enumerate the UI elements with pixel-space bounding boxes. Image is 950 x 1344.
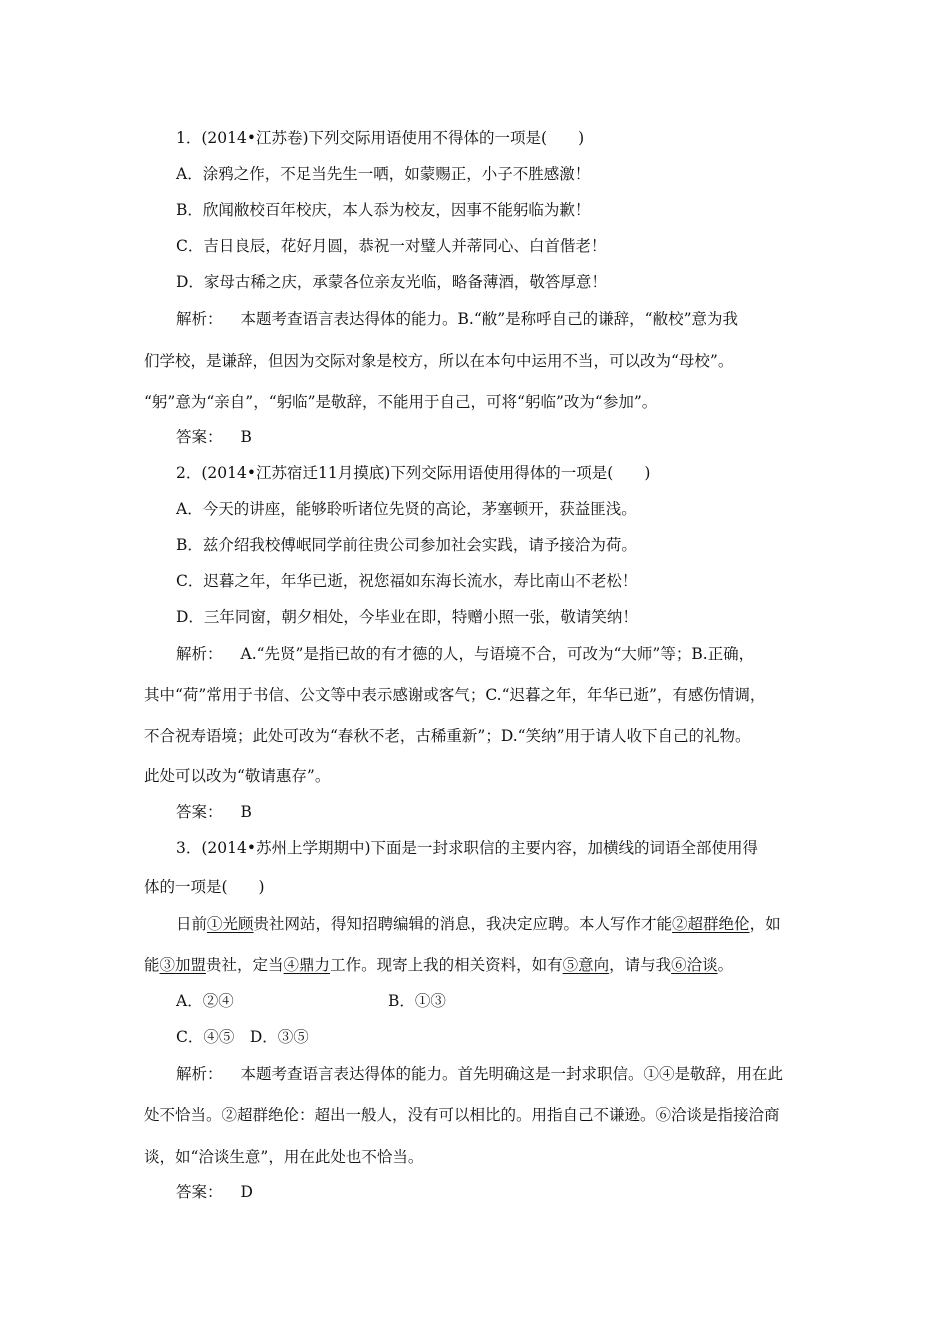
question-2-analysis-line-3: 不合祝寿语境；此处可改为“春秋不老，古稀重新”；D.“笑纳”用于请人收下自己的礼物。	[144, 727, 751, 745]
question-3-passage	[176, 913, 781, 935]
question-3-option-a: A．②④	[176, 992, 234, 1010]
passage-text: 贵社，定当	[206, 956, 284, 974]
question-1-option-a: A．涂鸦之作，不足当先生一哂，如蒙赐正，小子不胜感激！	[176, 165, 591, 183]
underlined-term-2: ②超群绝伦	[672, 915, 750, 933]
analysis-text: 本题考查语言表达得体的能力。B.“敝”是称呼自己的谦辞，“敝校”意为我	[240, 310, 739, 328]
answer-value: D	[240, 1183, 253, 1201]
underlined-term-1: ①光顾	[207, 915, 254, 933]
question-1-stem: 1．(2014•江苏卷)下列交际用语使用不得体的一项是( )	[176, 129, 585, 147]
passage-text: 。	[717, 956, 734, 974]
question-1-analysis	[176, 308, 738, 330]
passage-text: 日前	[176, 915, 208, 933]
passage-text: 贵社网站，得知招聘编辑的消息，我决定应聘。本人写作才能	[253, 915, 673, 933]
analysis-label: 解析：	[176, 1065, 223, 1083]
passage-text: ，请与我	[609, 956, 672, 974]
question-1-analysis-line-2: 们学校，是谦辞，但因为交际对象是校方，所以在本句中运用不当，可以改为“母校”。	[144, 352, 734, 370]
answer-label: 答案：	[176, 1183, 223, 1201]
analysis-text: 本题考查语言表达得体的能力。首先明确这是一封求职信。①④是敬辞，用在此	[240, 1065, 784, 1083]
answer-value: B	[240, 803, 252, 821]
question-2-answer	[176, 801, 252, 823]
analysis-label: 解析：	[176, 310, 223, 328]
underlined-term-3: ③加盟	[159, 956, 207, 974]
analysis-text: A.“先贤”是指已故的有才德的人，与语境不合，可改为“大师”等；B.正确，	[240, 645, 755, 663]
question-3-option-b: B．①③	[388, 992, 446, 1010]
question-3-stem: 3．(2014•苏州上学期期中)下面是一封求职信的主要内容，加横线的词语全部使用得	[176, 839, 759, 857]
answer-value: B	[240, 428, 252, 446]
question-2-analysis	[176, 643, 754, 665]
analysis-label: 解析：	[176, 645, 223, 663]
question-3-answer	[176, 1181, 253, 1203]
answer-label: 答案：	[176, 803, 223, 821]
question-2-option-d: D．三年同窗，朝夕相处，今毕业在即，特赠小照一张，敬请笑纳！	[176, 608, 638, 626]
question-3-passage-line-2	[144, 954, 733, 976]
question-1-option-d: D．家母古稀之庆，承蒙各位亲友光临，略备薄酒，敬答厚意！	[176, 273, 607, 291]
question-2-stem: 2．(2014•江苏宿迁11月摸底)下列交际用语使用得体的一项是( )	[176, 464, 651, 482]
question-3-analysis-line-3: 谈，如“洽谈生意”，用在此处也不恰当。	[144, 1148, 424, 1166]
answer-label: 答案：	[176, 428, 223, 446]
question-1-answer	[176, 426, 252, 448]
question-3-analysis	[176, 1063, 783, 1085]
passage-text: 能	[144, 956, 160, 974]
question-1-option-c: C．吉日良辰，花好月圆，恭祝一对璧人并蒂同心、白首偕老！	[176, 237, 607, 255]
question-1-option-b: B．欣闻敝校百年校庆，本人忝为校友，因事不能躬临为歉！	[176, 201, 591, 219]
question-2-analysis-line-4: 此处可以改为“敬请惠存”。	[144, 767, 331, 785]
question-1-analysis-line-3: “躬”意为“亲自”，“躬临”是敬辞，不能用于自己，可将“躬临”改为“参加”。	[144, 393, 658, 411]
question-3-options-row-1	[0, 990, 950, 1012]
question-3-options-row-2: C．④⑤ D．③⑤	[176, 1028, 309, 1046]
question-2-option-c: C．迟暮之年，年华已逝，祝您福如东海长流水，寿比南山不老松！	[176, 572, 638, 590]
underlined-term-4: ④鼎力	[283, 956, 331, 974]
question-2-option-a: A．今天的讲座，能够聆听诸位先贤的高论，茅塞顿开，获益匪浅。	[176, 500, 637, 518]
question-2-option-b: B．兹介绍我校傅岷同学前往贵公司参加社会实践，请予接洽为荷。	[176, 536, 637, 554]
underlined-term-6: ⑥洽谈	[671, 956, 718, 974]
passage-text: ，如	[749, 915, 781, 933]
question-2-analysis-line-2: 其中“荷”常用于书信、公文等中表示感谢或客气；C.“迟暮之年，年华已逝”，有感伤情调，	[144, 686, 766, 704]
question-3-stem-line-2: 体的一项是( )	[144, 878, 265, 896]
question-3-analysis-line-2: 处不恰当。②超群绝伦：超出一般人，没有可以相比的。用指自己不谦逊。⑥洽谈是指接洽商	[144, 1106, 780, 1124]
passage-text: 工作。现寄上我的相关资料，如有	[330, 956, 563, 974]
underlined-term-5: ⑤意向	[562, 956, 610, 974]
